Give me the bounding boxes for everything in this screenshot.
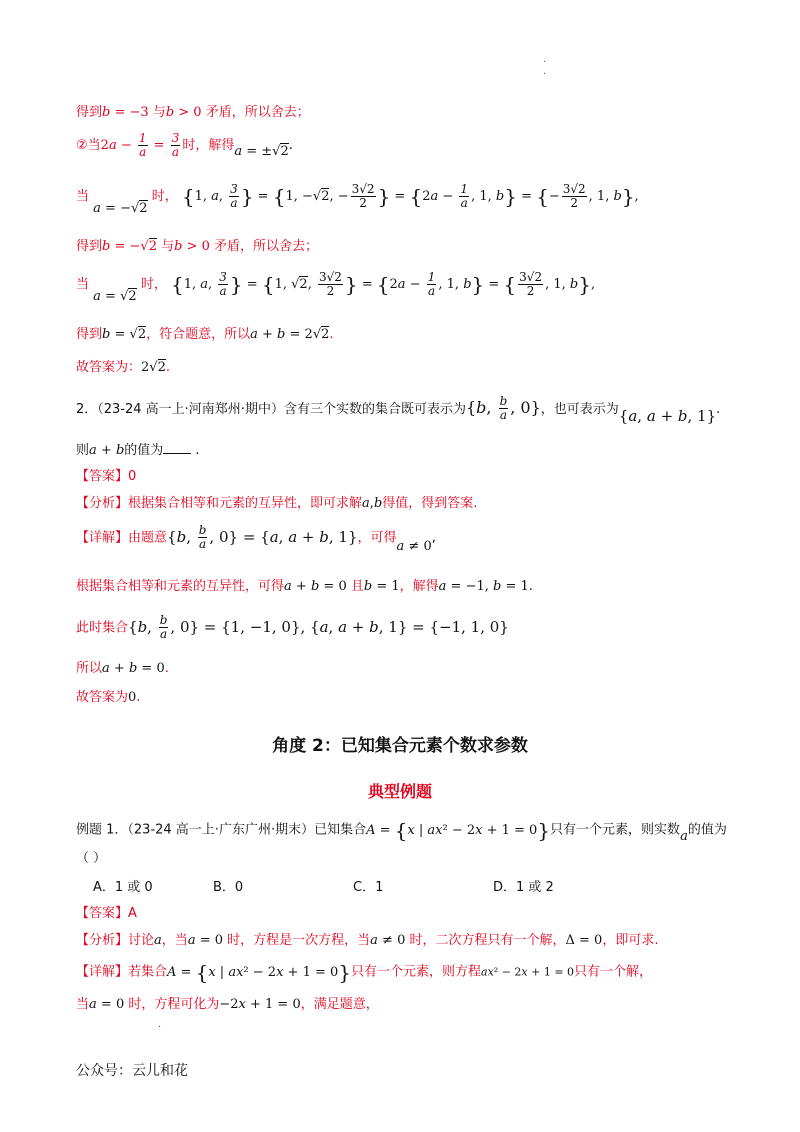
- top-dot-mark: .: [543, 66, 547, 77]
- question-paren: （ ）: [76, 851, 107, 866]
- solution-line: 得到b = −3 与b > 0 矛盾，所以舍去；: [76, 105, 310, 120]
- analysis-line: 【分析】讨论a，当a = 0 时，方程是一次方程，当a ≠ 0 时，二次方程只有一个解，Δ = 0，即可求.: [76, 933, 659, 948]
- section-subtitle: 典型例题: [367, 782, 432, 801]
- solution-line: 当 a = √ 2 时， {1, a, $\frac{3}{a}$ } = {1, √ 2, $\frac{3√2}{2}$ } = {2a − $\frac{1}{a}$ , 1, b} = { $\frac{3√2}{2}$ , 1, b},: [76, 271, 595, 298]
- section-title: 角度 2：已知集合元素个数求参数: [272, 736, 528, 756]
- option-c: C．1: [353, 880, 384, 895]
- solution-line: 故答案为：2√ 2.: [76, 356, 170, 375]
- footer-dot: .: [158, 1019, 162, 1030]
- analysis-line: 【分析】根据集合相等和元素的互异性，即可求解a,b得值，得到答案.: [76, 496, 478, 511]
- answer-line: 【答案】A: [76, 906, 137, 921]
- option-b: B．0: [213, 880, 244, 895]
- answer-value: A: [128, 906, 137, 921]
- footer-text: 公众号：云儿和花: [76, 1063, 188, 1079]
- solution-line: 得到b = √ 2，符合题意，所以a + b = 2√ 2.: [76, 323, 334, 342]
- detail-line: 所以a + b = 0.: [76, 661, 169, 676]
- detail-line: 故答案为0.: [76, 690, 141, 705]
- question-stem: 2．（23-24 高一上·河南郑州·期中）含有三个实数的集合既可表示为{b, $\frac{b}{a}$ , 0}，也可表示为{a, a + b, 1}.: [76, 394, 721, 425]
- solution-line: 得到b = −√ 2 与b > 0 矛盾，所以舍去；: [76, 235, 318, 254]
- detail-line: 根据集合相等和元素的互异性，可得a + b = 0 且b = 1，解得a = −1, b = 1.: [76, 579, 533, 594]
- question-stem: 则a + b的值为 .: [76, 443, 200, 458]
- detail-line: 此时集合{b, $\frac{b}{a}$ , 0} = {1, −1, 0}, {a, a + b, 1} = {−1, 1, 0}: [76, 613, 509, 641]
- detail-line: 当a = 0 时，方程可化为−2x + 1 = 0，满足题意，: [76, 997, 379, 1012]
- detail-line: 【详解】若集合A = {x | ax² − 2x + 1 = 0}只有一个元素，则方程ax² − 2x + 1 = 0只有一个解，: [76, 960, 653, 984]
- solution-line: 当 a = −√ 2 时， {1, a, $\frac{3}{a}$ } = {1, −√ 2, − $\frac{3√2}{2}$ } = {2a − $\frac{1}{a}$ , 1, b} = {− $\frac{3√2}{2}$ , 1, b},: [76, 183, 639, 210]
- question-stem: 例题 1．（23-24 高一上·广东广州·期末）已知集合A = {x | ax² − 2x + 1 = 0}只有一个元素，则实数a的值为: [76, 818, 727, 844]
- detail-line: 【详解】由题意{b, $\frac{b}{a}$ , 0} = {a, a + b, 1}，可得a ≠ 0,: [76, 523, 436, 554]
- solution-line: ②当2a − $\frac{1}{a}$ = $\frac{3}{a}$ 时，解得a = ±√ 2.: [76, 132, 293, 159]
- answer-value: 0: [128, 469, 137, 484]
- option-d: D．1 或 2: [493, 880, 554, 895]
- option-a: A．1 或 0: [93, 880, 153, 895]
- answer-line: 【答案】0: [76, 469, 137, 484]
- top-dot-mark: .: [543, 54, 547, 65]
